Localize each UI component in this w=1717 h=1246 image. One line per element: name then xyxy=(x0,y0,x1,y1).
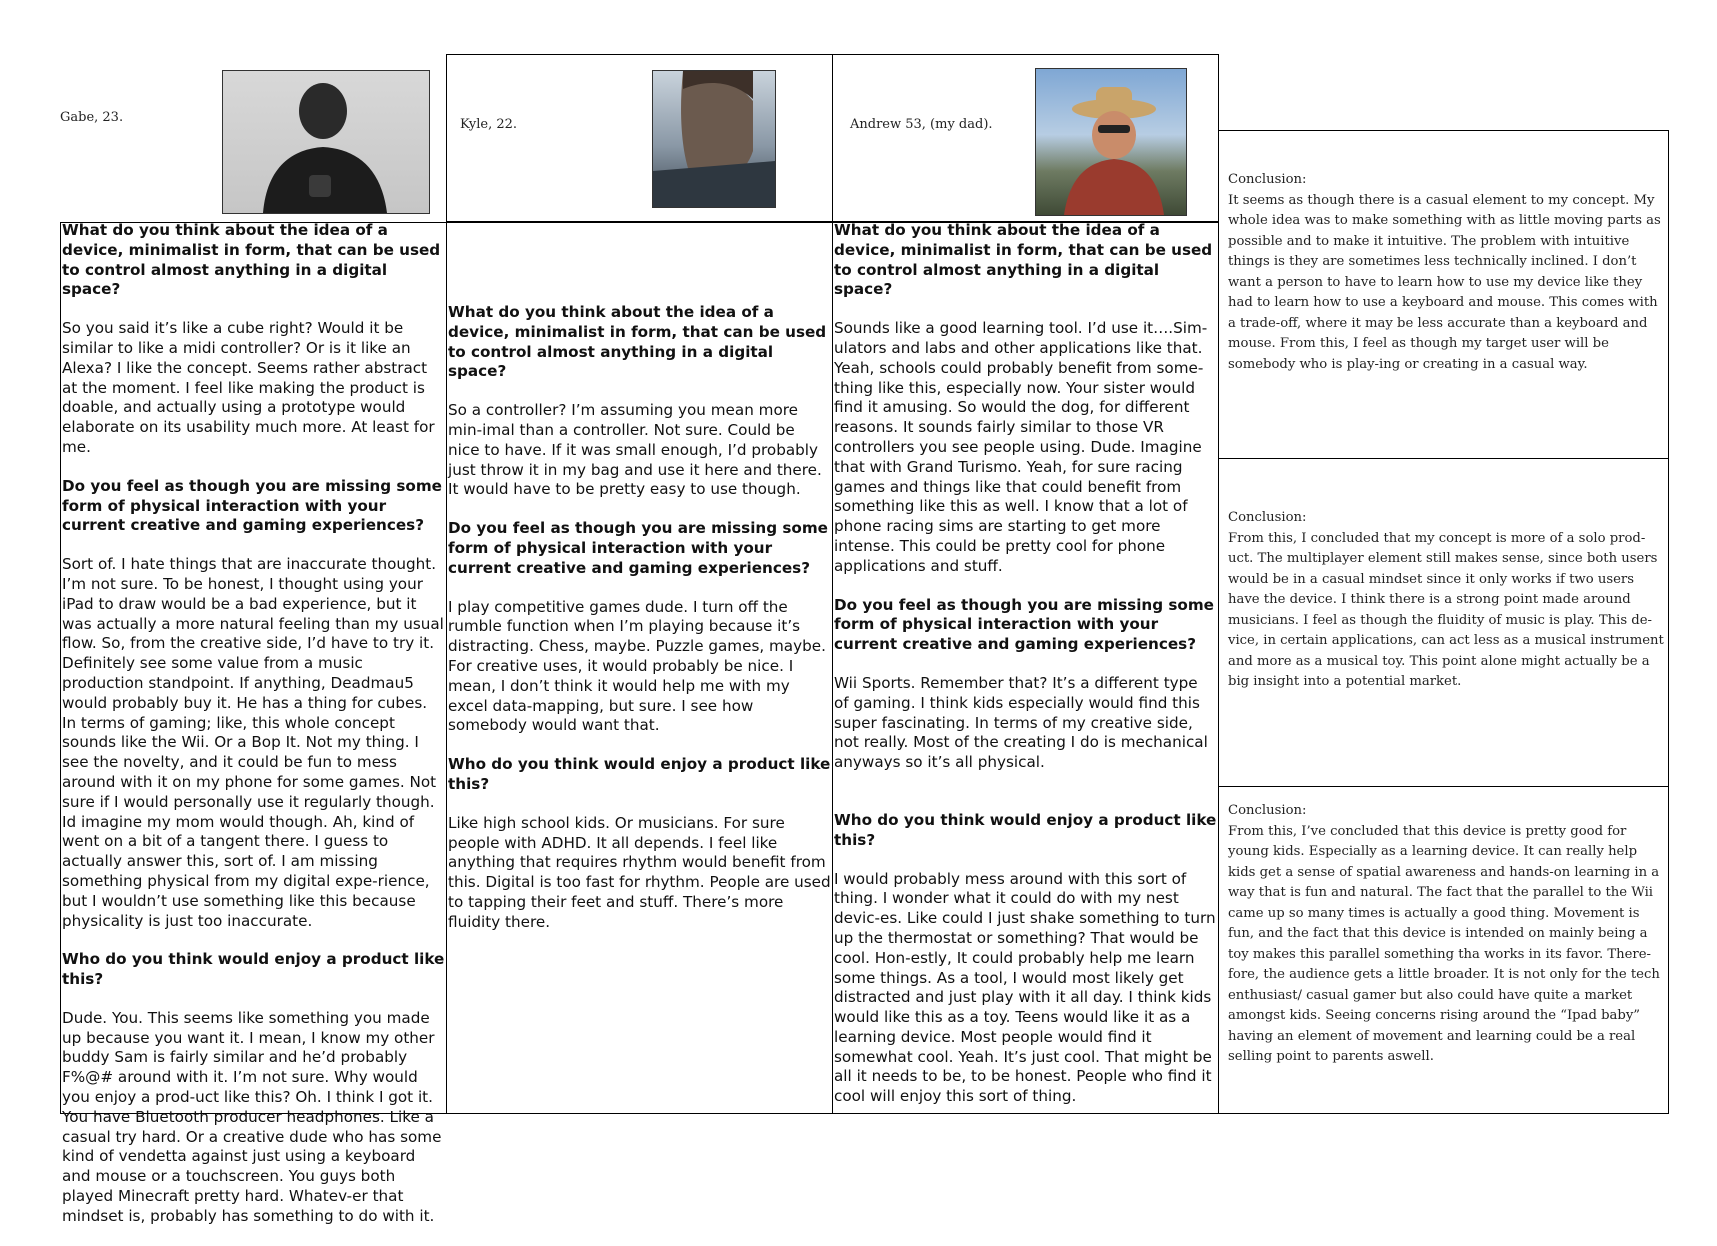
gabe-question-2: Do you feel as though you are missing some form of physical interaction with your current creative and gaming experiences? xyxy=(62,476,442,535)
kyle-photo xyxy=(652,70,776,208)
kyle-interview xyxy=(446,303,833,952)
andrew-name: Andrew 53, (my dad). xyxy=(850,117,993,132)
andrew-answer-2: Wii Sports. Remember that? It’s a different type of gaming. I think kids especially would find this super fascinating. In terms of my creative side, not really. Most of the creating I do is mechanical anyways so it’s all physical. xyxy=(834,673,1208,772)
conclusion-3-text: From this, I’ve concluded that this device is pretty good for young kids. Especially as a learning device. It can really help kids get a sense of spatial awareness and hands-on learning in a way that is fun and natural. The fact that the parallel to the Wii came up so many times is actually a good thing. Movement is fun, and the fact that this device is intended on mainly being a toy makes this parallel something tha works in its favor. There-fore, the audience gets a little broader. It is not only for the tech enthusiast/ casual gamer but also could have quite a market amongst kids. Seeing concerns rising around the “Ipad baby” having an element of movement and learning could be a real selling point to parents aswell. xyxy=(1228,823,1660,1064)
andrew-question-2: Do you feel as though you are missing some form of physical interaction with your current creative and gaming experiences? xyxy=(834,595,1214,654)
gabe-name: Gabe, 23. xyxy=(60,110,124,125)
conclusion-2-title: Conclusion: xyxy=(1228,510,1307,525)
conclusion-2-text: From this, I concluded that my concept is more of a solo prod-uct. The multiplayer element still makes sense, since both users would be in a casual mindset since it only works if two users have the device. I think there is a strong point made around musicians. I feel as though the fluidity of music is play. This de-vice, in certain applications, can act less as a musical instrument and more as a musical toy. This point alone might actually be a big insight into a potential market. xyxy=(1228,530,1664,689)
conclusion-2 xyxy=(1218,508,1669,693)
person-silhouette-icon xyxy=(223,71,429,213)
kyle-question-1: What do you think about the idea of a device, minimalist in form, that can be used to control almost anything in a digital space? xyxy=(448,303,827,381)
conclusion-1 xyxy=(1218,170,1669,375)
andrew-photo xyxy=(1035,68,1187,216)
andrew-question-3: Who do you think would enjoy a product like this? xyxy=(834,810,1217,849)
gabe-question-1: What do you think about the idea of a device, minimalist in form, that can be used to control almost anything in a digital space? xyxy=(62,221,441,299)
kyle-answer-2: I play competitive games dude. I turn off the rumble function when I’m playing because it’s distracting. Chess, maybe. Puzzle games, maybe. For creative uses, it would probably be nice. I mean, I don’t think it would help me with my excel data-mapping, but sure. I see how somebody would want that. xyxy=(448,597,826,735)
andrew-question-1: What do you think about the idea of a device, minimalist in form, that can be used to control almost anything in a digital space? xyxy=(834,221,1213,299)
conclusion-1-text: It seems as though there is a casual element to my concept. My whole idea was to make something with as little moving parts as possible and to make it intuitive. The problem with intuitive things is they are sometimes less technically inclined. I don’t want a person to have to learn how to use my device like they had to learn how to use a keyboard and mouse. This comes with a trade-off, where it may be less accurate than a keyboard and mouse. From this, I feel as though my target user will be somebody who is play-ing or creating in a casual way. xyxy=(1228,192,1661,372)
person-with-hat-icon xyxy=(1036,69,1186,215)
kyle-question-3: Who do you think would enjoy a product like this? xyxy=(448,755,831,793)
conclusion-3-title: Conclusion: xyxy=(1228,803,1307,818)
kyle-question-2: Do you feel as though you are missing some form of physical interaction with your current creative and gaming experiences? xyxy=(448,519,828,577)
gabe-photo xyxy=(222,70,430,214)
kyle-answer-1: So a controller? I’m assuming you mean more min-imal than a controller. Not sure. Could be nice to have. If it was small enough, I’d probably just throw it in my bag and use it here and there. It would have to be pretty easy to use though. xyxy=(448,401,822,499)
andrew-interview xyxy=(832,221,1219,1126)
andrew-answer-1: Sounds like a good learning tool. I’d use it….Sim-ulators and labs and other applications like that. Yeah, schools could probably benefit from some-thing like this, especially now. Your sister would find it amusing. So would the dog, for different reasons. It sounds fairly similar to those VR controllers you see people using. Dude. Imagine that with Grand Turismo. Yeah, for sure racing games and things like that could benefit from something like this as well. I know that a lot of phone racing sims are starting to get more intense. This could be pretty cool for phone applications and stuff. xyxy=(834,319,1208,575)
kyle-name: Kyle, 22. xyxy=(460,117,518,132)
gabe-answer-2: Sort of. I hate things that are inaccurate thought. I’m not sure. To be honest, I thought using your iPad to draw would be a bad experience, but it was actually a more natural feeling than my usual flow. So, from the creative side, I’d have to try it. Definitely see some value from a music production standpoint. If anything, Deadmau5 would probably buy it. He has a thing for cubes. In terms of gaming; like, this whole concept sounds like the Wii. Or a Bop It. Not my thing. I see the novelty, and it could be fun to mess around with it on my phone for some games. Not sure if I would personally use it regularly though. Id imagine my mom would though. Ah, kind of went on a bit of a tangent there. I guess to actually answer this, sort of. I am missing something physical from my digital expe-rience, but I wouldn’t use something like this because physicality is just too inaccurate. xyxy=(62,555,444,930)
person-portrait-icon xyxy=(653,71,775,207)
gabe-answer-1: So you said it’s like a cube right? Would it be similar to like a midi controller? Or is it like an Alexa? I like the concept. Seems rather abstract at the moment. I feel like making the product is doable, and actually using a prototype would elaborate on its usability much more. At least for me. xyxy=(62,319,435,456)
gabe-interview xyxy=(60,221,447,1246)
andrew-answer-3: I would probably mess around with this sort of thing. I wonder what it could do with my nest devic-es. Like could I just shake something to turn up the thermostat or something? That would be cool. Hon-estly, It could probably help me learn some things. As a tool, I would most likely get distracted and just play with it all day. I think kids would like this as a toy. Teens would like it as a learning device. Most people would find it somewhat cool. Yeah. It’s just cool. That might be all it needs to be, to be honest. People who find it cool will enjoy this sort of thing. xyxy=(834,869,1216,1106)
kyle-answer-3: Like high school kids. Or musicians. For sure people with ADHD. It all depends. I feel like anything that requires rhythm would benefit from this. Digital is too fast for rhythm. People are used to tapping their feet and stuff. There’s more fluidity there. xyxy=(448,813,831,931)
conclusion-3 xyxy=(1218,801,1669,1068)
conclusion-1-title: Conclusion: xyxy=(1228,172,1307,187)
gabe-answer-3: Dude. You. This seems like something you made up because you want it. I mean, I know my other buddy Sam is fairly similar and he’d probably F%@# around with it. I’m not sure. Why would you enjoy a prod-uct like this? Oh. I think I got it. You have Bluetooth producer headphones. Like a casual try hard. Or a creative dude who has some kind of vendetta against just using a keyboard and mouse or a touchscreen. You guys both played Minecraft pretty hard. Whatev-er that mindset is, probably has something to do with it. xyxy=(62,1008,442,1225)
gabe-question-3: Who do you think would enjoy a product like this? xyxy=(62,950,445,989)
